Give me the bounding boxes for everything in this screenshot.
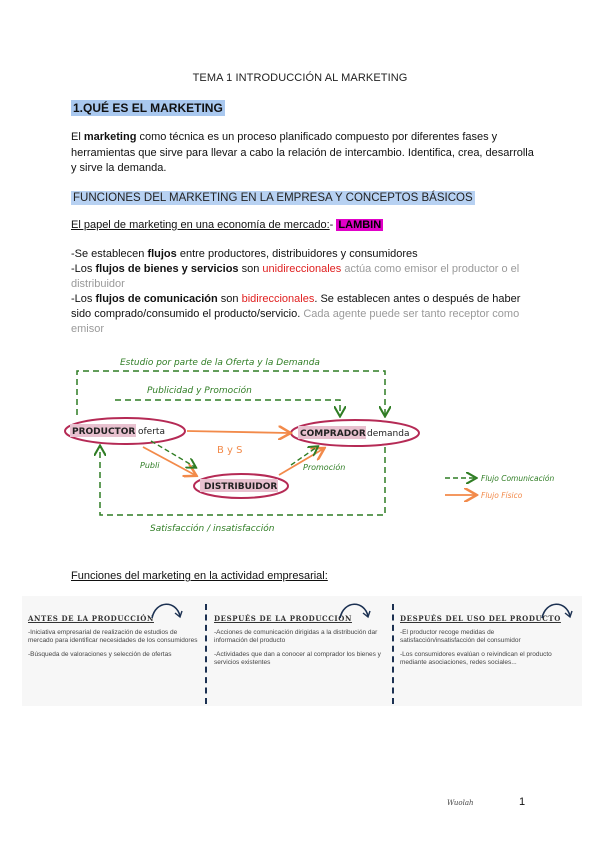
item-text: -Se establecen [71, 248, 148, 260]
item-bold: flujos de comunicación [95, 293, 218, 305]
intro-after: como técnica es un proceso planificado compuesto por diferentes fases y herramientas que sirve para llevar a cabo la relación de intercambio. Identifica, crea, desarrolla y sirve la demanda. [71, 131, 534, 174]
functions-panels [22, 596, 582, 706]
panel-divider [392, 604, 394, 704]
item-text: -Los [71, 293, 96, 305]
intro-paragraph [71, 130, 541, 177]
panel-item: -Acciones de comunicación dirigidas a la distribución dar información del producto [214, 629, 378, 644]
section-title: Funciones del marketing en la actividad empresarial: [71, 570, 328, 582]
item-red: bidireccionales [241, 293, 315, 305]
publi-label: Publi [140, 461, 160, 470]
buyer-label: COMPRADOR [300, 429, 366, 439]
subheading-sep: - [329, 219, 337, 231]
item-bold: flujos de bienes y servicios [95, 263, 239, 275]
curved-arrow-icon [536, 598, 574, 622]
list-item [71, 247, 541, 262]
ads-dashed-line [115, 400, 340, 415]
top-label: Estudio por parte de la Oferta y la Demanda [120, 358, 320, 368]
subheading-text: El papel de marketing en una economía de mercado: [71, 219, 330, 231]
item-red: unidireccionales [262, 263, 342, 275]
panel-item: -Actividades que dan a conocer al comprador los bienes y servicios existentes [214, 651, 381, 666]
panel-item: -Búsqueda de valoraciones y selección de ofertas [28, 651, 172, 658]
page-number: 1 [519, 796, 526, 808]
buyer-suffix: demanda [367, 429, 410, 439]
panel-title: DESPUÉS DE LA PRODUCCIÓN [214, 614, 352, 623]
intro-before: El [71, 131, 84, 143]
bottom-label: Satisfacción / insatisfacción [150, 524, 275, 534]
panel-title: ANTES DE LA PRODUCCIÓN [28, 614, 154, 623]
subheading [71, 219, 383, 231]
item-bold: flujos [147, 248, 177, 260]
distributor-label: DISTRIBUIDOR [204, 482, 278, 492]
footer-brand: Wuolah [447, 799, 474, 807]
flows-list [71, 247, 541, 337]
curved-arrow-icon [146, 598, 184, 622]
marketing-flow-diagram [55, 345, 575, 545]
lambin-tag: LAMBIN [338, 219, 382, 231]
list-item [71, 262, 541, 292]
panel-title: DESPUÉS DEL USO DEL PRODUCTO [400, 614, 561, 623]
bys-label: B y S [217, 445, 243, 456]
promo-label: Promoción [303, 463, 346, 472]
bys-arrow [187, 431, 289, 433]
intro-bold: marketing [83, 131, 137, 143]
legend-phys-label: Flujo Físico [481, 491, 523, 500]
heading-funciones: FUNCIONES DEL MARKETING EN LA EMPRESA Y CONCEPTOS BÁSICOS [73, 192, 473, 204]
item-text: son [238, 263, 263, 275]
producer-label: PRODUCTOR [72, 427, 136, 437]
panel-item: -El productor recoge medidas de satisfacción/insatisfacción del consumidor [400, 629, 521, 644]
document-title: TEMA 1 INTRODUCCIÓN AL MARKETING [192, 72, 408, 84]
item-gray: actúa como emisor el productor o el distribuidor [71, 263, 520, 290]
panel-item: -Los consumidores evalúan o reivindican el producto mediante asociaciones, redes sociales... [400, 651, 552, 666]
item-text: -Los [71, 263, 96, 275]
panel-despues-produccion [214, 596, 384, 667]
producer-suffix: oferta [138, 427, 165, 437]
panel-despues-uso [400, 596, 570, 667]
item-text: son [217, 293, 242, 305]
list-item [71, 292, 541, 337]
ads-label: Publicidad y Promoción [147, 386, 252, 396]
heading-que-es-marketing: 1.QUÉ ES EL MARKETING [73, 101, 223, 115]
item-text: entre productores, distribuidores y consumidores [176, 248, 418, 260]
item-text: . Se establecen antes o después de haber sido comprado/consumido el producto/servicio. [71, 293, 521, 320]
item-gray: Cada agente puede ser tanto receptor como emisor [71, 308, 520, 335]
curved-arrow-icon [334, 598, 372, 622]
panel-item: -Iniciativa empresarial de realización de estudios de mercado para identificar necesidades de los consumidores [28, 629, 198, 644]
panel-antes [28, 596, 198, 659]
legend-comm-label: Flujo Comunicación [481, 474, 555, 483]
panel-divider [205, 604, 207, 704]
